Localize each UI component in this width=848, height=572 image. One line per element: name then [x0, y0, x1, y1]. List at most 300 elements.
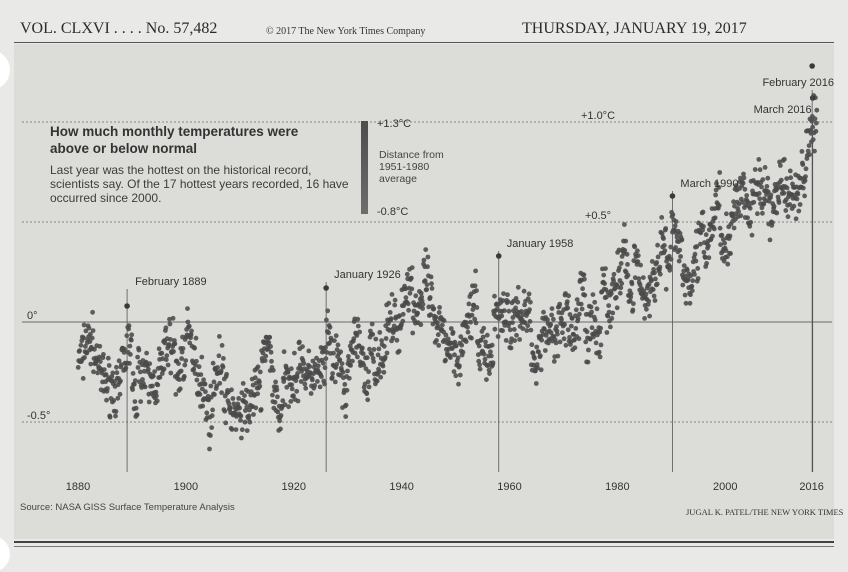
data-point	[529, 342, 534, 347]
data-point	[146, 367, 151, 372]
data-point	[522, 289, 527, 294]
data-point	[244, 400, 249, 405]
data-point	[500, 328, 505, 333]
data-point	[528, 319, 533, 324]
data-point	[318, 385, 323, 390]
data-point	[760, 177, 765, 182]
data-point	[646, 299, 651, 304]
data-point	[517, 337, 522, 342]
data-point	[330, 375, 335, 380]
data-point	[469, 336, 474, 341]
data-point	[464, 339, 469, 344]
data-point	[392, 303, 397, 308]
data-point	[334, 333, 339, 338]
data-point	[247, 414, 252, 419]
data-point	[111, 398, 116, 403]
data-point	[618, 291, 623, 296]
data-point	[300, 344, 305, 349]
copyright-notice: © 2017 The New York Times Company	[266, 26, 426, 37]
data-point	[477, 344, 482, 349]
data-point	[391, 336, 396, 341]
data-point	[689, 284, 694, 289]
data-point	[529, 328, 534, 333]
data-point	[199, 355, 204, 360]
data-point	[573, 345, 578, 350]
data-point	[366, 369, 371, 374]
data-point	[565, 306, 570, 311]
data-point	[242, 393, 247, 398]
data-point	[410, 331, 415, 336]
data-point	[713, 193, 718, 198]
data-point	[221, 356, 226, 361]
data-point	[728, 251, 733, 256]
issue-date: THURSDAY, JANUARY 19, 2017	[522, 20, 747, 37]
data-point	[321, 361, 326, 366]
data-point	[424, 287, 429, 292]
data-point	[768, 238, 773, 243]
data-point	[356, 324, 361, 329]
data-point	[505, 292, 510, 297]
data-point	[137, 348, 142, 353]
data-point	[81, 336, 86, 341]
data-point	[759, 185, 764, 190]
data-point	[147, 361, 152, 366]
data-point	[757, 196, 762, 201]
data-point	[674, 219, 679, 224]
data-point	[278, 427, 283, 432]
data-point	[725, 262, 730, 267]
data-point	[695, 266, 700, 271]
data-point	[405, 272, 410, 277]
legend-top-value: +1.3°C	[377, 118, 412, 130]
y-tick-label: +1.0°C	[580, 110, 616, 122]
data-point	[603, 266, 608, 271]
data-point	[644, 292, 649, 297]
data-point	[259, 407, 264, 412]
data-point	[377, 330, 382, 335]
data-point	[487, 371, 492, 376]
data-point	[738, 213, 743, 218]
data-point	[560, 330, 565, 335]
data-point	[662, 243, 667, 248]
data-point	[673, 223, 678, 228]
data-point	[651, 287, 656, 292]
data-point	[661, 236, 666, 241]
data-point	[744, 193, 749, 198]
data-point	[743, 187, 748, 192]
data-point	[710, 234, 715, 239]
data-point	[330, 371, 335, 376]
data-point	[381, 364, 386, 369]
data-point	[782, 191, 787, 196]
data-point	[319, 374, 324, 379]
data-point	[470, 313, 475, 318]
data-point	[415, 311, 420, 316]
data-point	[159, 351, 164, 356]
data-point	[512, 338, 517, 343]
data-point	[129, 338, 134, 343]
data-point	[168, 371, 173, 376]
data-point	[133, 378, 138, 383]
data-point	[212, 380, 217, 385]
data-point	[473, 283, 478, 288]
data-point	[800, 149, 805, 154]
x-tick-label: 1880	[65, 481, 91, 493]
data-point	[267, 335, 272, 340]
data-point	[636, 253, 641, 258]
data-point	[215, 365, 220, 370]
data-point	[138, 399, 143, 404]
data-point	[622, 222, 627, 227]
data-point	[655, 282, 660, 287]
data-point	[813, 116, 818, 121]
data-point	[406, 301, 411, 306]
data-point	[360, 346, 365, 351]
data-point	[574, 307, 579, 312]
data-point	[150, 384, 155, 389]
data-point	[748, 220, 753, 225]
data-point	[418, 322, 423, 327]
data-point	[612, 272, 617, 277]
data-point	[466, 330, 471, 335]
data-point	[97, 344, 102, 349]
data-point	[173, 392, 178, 397]
data-point	[81, 376, 86, 381]
data-point	[783, 208, 788, 213]
data-point	[765, 176, 770, 181]
data-point	[490, 343, 495, 348]
data-point	[135, 412, 140, 417]
data-point	[143, 385, 148, 390]
data-point	[468, 320, 473, 325]
data-point	[615, 305, 620, 310]
data-point	[207, 447, 212, 452]
data-point	[426, 255, 431, 260]
data-point	[779, 178, 784, 183]
data-point	[566, 293, 571, 298]
data-point	[777, 200, 782, 205]
annotated-point	[809, 63, 815, 69]
data-point	[238, 418, 243, 423]
data-point	[409, 287, 414, 292]
data-point	[491, 360, 496, 365]
x-tick-label: 2016	[799, 481, 824, 493]
data-point	[688, 301, 693, 306]
data-point	[566, 327, 571, 332]
data-point	[755, 211, 760, 216]
x-tick-label: 1940	[389, 481, 414, 493]
data-point	[176, 361, 181, 366]
source-note: Source: NASA GISS Surface Temperature Analysis	[20, 502, 235, 513]
data-point	[551, 317, 556, 322]
data-point	[397, 349, 402, 354]
data-point	[504, 338, 509, 343]
data-point	[792, 204, 797, 209]
data-point	[257, 384, 262, 389]
data-point	[179, 369, 184, 374]
data-point	[534, 381, 539, 386]
data-point	[541, 310, 546, 315]
data-point	[210, 408, 215, 413]
data-point	[428, 295, 433, 300]
data-point	[524, 328, 529, 333]
data-point	[258, 370, 263, 375]
data-point	[800, 162, 805, 167]
data-point	[210, 413, 215, 418]
data-point	[375, 379, 380, 384]
data-point	[457, 363, 462, 368]
data-point	[282, 349, 287, 354]
data-point	[753, 167, 758, 172]
data-point	[128, 352, 133, 357]
data-point	[798, 202, 803, 207]
data-point	[509, 346, 514, 351]
data-point	[787, 202, 792, 207]
data-point	[751, 200, 756, 205]
data-point	[323, 365, 328, 370]
data-point	[485, 333, 490, 338]
data-point	[591, 292, 596, 297]
data-point	[104, 398, 109, 403]
data-point	[347, 376, 352, 381]
data-point	[253, 405, 258, 410]
data-point	[538, 353, 543, 358]
data-point	[166, 363, 171, 368]
data-point	[344, 403, 349, 408]
graphic-credit: JUGAL K. PATEL/THE NEW YORK TIMES	[686, 507, 844, 517]
data-point	[609, 316, 614, 321]
data-point	[102, 367, 107, 372]
data-point	[263, 358, 268, 363]
data-point	[201, 377, 206, 382]
data-point	[579, 302, 584, 307]
data-point	[508, 327, 513, 332]
data-point	[437, 305, 442, 310]
data-point	[610, 311, 615, 316]
data-point	[652, 270, 657, 275]
data-point	[136, 365, 141, 370]
graphic-headline: How much monthly temperatures were above or below normal	[50, 124, 299, 156]
legend-description: Distance from 1951-1980 average	[379, 149, 444, 185]
data-point	[395, 338, 400, 343]
data-point	[357, 330, 362, 335]
data-point	[425, 264, 430, 269]
data-point	[750, 233, 755, 238]
data-point	[420, 306, 425, 311]
data-point	[341, 370, 346, 375]
data-point	[224, 372, 229, 377]
data-point	[101, 352, 106, 357]
data-point	[477, 362, 482, 367]
data-point	[590, 325, 595, 330]
data-point	[440, 323, 445, 328]
data-point	[631, 301, 636, 306]
data-point	[333, 380, 338, 385]
data-point	[677, 259, 682, 264]
data-point	[555, 332, 560, 337]
data-point	[492, 294, 497, 299]
data-point	[179, 356, 184, 361]
data-point	[107, 363, 112, 368]
data-point	[302, 382, 307, 387]
data-point	[370, 332, 375, 337]
data-point	[747, 224, 752, 229]
data-point	[671, 212, 676, 217]
data-point	[413, 293, 418, 298]
annotation-label: January 1958	[506, 238, 574, 250]
data-point	[98, 359, 103, 364]
data-point	[328, 325, 333, 330]
data-point	[194, 336, 199, 341]
data-point	[796, 209, 801, 214]
data-point	[91, 328, 96, 333]
data-point	[182, 363, 187, 368]
data-point	[406, 308, 411, 313]
data-point	[183, 358, 188, 363]
data-point	[475, 305, 480, 310]
data-point	[732, 226, 737, 231]
data-point	[618, 285, 623, 290]
data-point	[534, 345, 539, 350]
data-point	[372, 347, 377, 352]
data-point	[248, 420, 253, 425]
data-point	[532, 356, 537, 361]
data-point	[268, 344, 273, 349]
data-point	[187, 324, 192, 329]
data-point	[745, 215, 750, 220]
data-point	[162, 367, 167, 372]
data-point	[625, 262, 630, 267]
data-point	[713, 215, 718, 220]
data-point	[157, 346, 162, 351]
data-point	[443, 358, 448, 363]
color-scale-bar	[361, 121, 368, 214]
data-point	[704, 261, 709, 266]
data-point	[502, 308, 507, 313]
data-point	[474, 288, 479, 293]
data-point	[386, 301, 391, 306]
data-point	[275, 388, 280, 393]
data-point	[802, 194, 807, 199]
data-point	[528, 300, 533, 305]
data-point	[79, 343, 84, 348]
data-point	[552, 359, 557, 364]
data-point	[765, 184, 770, 189]
data-point	[539, 367, 544, 372]
data-point	[297, 340, 302, 345]
data-point	[565, 299, 570, 304]
data-point	[677, 248, 682, 253]
data-point	[573, 326, 578, 331]
data-point	[641, 275, 646, 280]
data-point	[659, 215, 664, 220]
x-tick-label: 1960	[497, 481, 522, 493]
data-point	[515, 300, 520, 305]
data-point	[118, 392, 123, 397]
data-point	[580, 286, 585, 291]
data-point	[589, 310, 594, 315]
annotation-label: January 1926	[334, 269, 401, 281]
data-point	[345, 369, 350, 374]
data-point	[181, 346, 186, 351]
data-point	[306, 349, 311, 354]
data-point	[550, 306, 555, 311]
data-point	[91, 369, 96, 374]
data-point	[760, 211, 765, 216]
data-point	[554, 324, 559, 329]
data-point	[279, 413, 284, 418]
data-point	[429, 281, 434, 286]
data-point	[598, 326, 603, 331]
data-point	[589, 305, 594, 310]
data-point	[219, 390, 224, 395]
data-point	[702, 250, 707, 255]
data-point	[389, 316, 394, 321]
data-point	[147, 400, 152, 405]
data-point	[720, 233, 725, 238]
data-point	[629, 291, 634, 296]
data-point	[365, 397, 370, 402]
data-point	[801, 186, 806, 191]
data-point	[199, 372, 204, 377]
data-point	[788, 175, 793, 180]
bottom-rule	[14, 541, 834, 543]
annotated-point	[670, 193, 676, 199]
data-point	[814, 121, 819, 126]
data-point	[430, 286, 435, 291]
data-point	[302, 361, 307, 366]
data-point	[108, 415, 113, 420]
data-point	[192, 346, 197, 351]
data-point	[371, 359, 376, 364]
data-point	[481, 326, 486, 331]
data-point	[474, 321, 479, 326]
data-point	[429, 275, 434, 280]
data-point	[516, 285, 521, 290]
data-point	[168, 322, 173, 327]
data-point	[173, 341, 178, 346]
data-point	[632, 244, 637, 249]
data-point	[456, 382, 461, 387]
data-point	[151, 374, 156, 379]
data-point	[453, 373, 458, 378]
data-point	[118, 379, 123, 384]
data-point	[678, 254, 683, 259]
data-point	[644, 307, 649, 312]
data-point	[135, 355, 140, 360]
data-point	[599, 343, 604, 348]
data-point	[631, 308, 636, 313]
data-point	[489, 354, 494, 359]
data-point	[400, 319, 405, 324]
x-tick-label: 2000	[713, 481, 738, 493]
data-point	[204, 411, 209, 416]
data-point	[309, 391, 314, 396]
data-point	[728, 234, 733, 239]
data-point	[642, 316, 647, 321]
data-point	[194, 359, 199, 364]
data-point	[786, 214, 791, 219]
data-point	[77, 348, 82, 353]
data-point	[237, 406, 242, 411]
data-point	[718, 226, 723, 231]
data-point	[115, 370, 120, 375]
data-point	[696, 276, 701, 281]
x-tick-label: 1980	[605, 481, 630, 493]
data-point	[507, 309, 512, 314]
data-point	[580, 307, 585, 312]
data-point	[275, 394, 280, 399]
